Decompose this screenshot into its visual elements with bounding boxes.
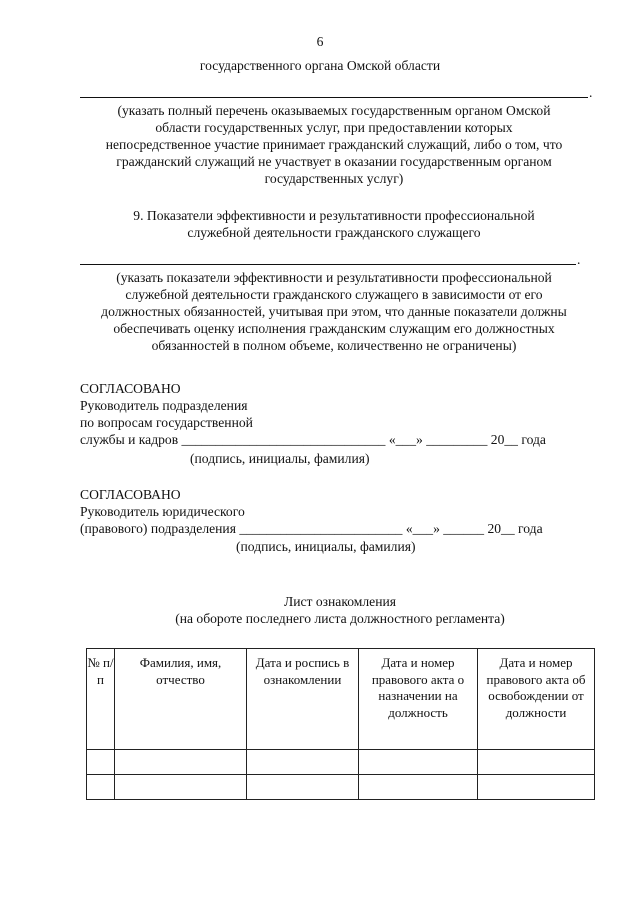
approval-line: по вопросам государственной [80,415,253,430]
table-cell [115,775,247,800]
table-cell [478,775,595,800]
table-row [87,775,595,800]
table-cell [87,775,115,800]
line-end-dot: . [577,252,581,267]
section8-note-line: гражданский служащий не участвует в оказании государственным органом [116,154,552,169]
table-header-row [87,649,595,750]
table-cell [247,775,359,800]
fill-line [80,264,576,265]
sheet-title: Лист ознакомления [283,594,396,609]
section8-first-line: государственного органа Омской области [199,58,441,73]
table-cell [87,750,115,775]
column-header-signature-date: Дата и роспись в ознакомлении [247,649,359,750]
section9-note-line: должностных обязанностей, учитывая при этом, что данные показатели должны [101,304,567,319]
table-cell [359,750,478,775]
section8-note-line: непосредственное участие принимает гражданский служащий, либо о том, что [105,137,563,152]
line-end-dot: . [589,85,593,100]
sheet-subtitle: (на обороте последнего листа должностного регламента) [175,611,505,626]
column-header-appointment-act: Дата и номер правового акта о назначении на должность [359,649,478,750]
approval-title: СОГЛАСОВАНО [80,487,181,502]
approval-line: Руководитель юридического [80,504,245,519]
section8-note-line: государственных услуг) [264,171,404,186]
signature-caption: (подпись, инициалы, фамилия) [190,451,370,466]
approval-title: СОГЛАСОВАНО [80,381,181,396]
column-header-full-name: Фамилия, имя, отчество [115,649,247,750]
section9-heading-line: 9. Показатели эффективности и результативности профессиональной [133,208,535,223]
table-cell [359,775,478,800]
section9-note-line: обязанностей в полном объеме, количественно не ограничены) [151,338,517,353]
approval-line: Руководитель подразделения [80,398,248,413]
section9-note-line: (указать показатели эффективности и результативности профессиональной [116,270,552,285]
column-header-dismissal-act: Дата и номер правового акта об освобождении от должности [478,649,595,750]
table-row [87,750,595,775]
approval-signature-line: (правового) подразделения ________________________ «___» ______ 20__ года [80,521,543,536]
section9-heading-line: служебной деятельности гражданского служащего [187,225,481,240]
table-cell [115,750,247,775]
section8-note-line: (указать полный перечень оказываемых государственным органом Омской [117,103,551,118]
table-cell [478,750,595,775]
acknowledgement-table [86,648,595,800]
column-header-number: № п/п [87,649,115,750]
section9-note-line: обеспечивать оценку исполнения гражданским служащим его должностных [113,321,555,336]
section8-note-line: области государственных услуг, при предоставлении которых [155,120,513,135]
table-cell [247,750,359,775]
fill-line [80,97,588,98]
signature-caption: (подпись, инициалы, фамилия) [236,539,416,554]
approval-signature-line: службы и кадров ______________________________ «___» _________ 20__ года [80,432,546,447]
page-number: 6 [316,34,324,49]
section9-note-line: служебной деятельности гражданского служащего в зависимости от его [125,287,543,302]
